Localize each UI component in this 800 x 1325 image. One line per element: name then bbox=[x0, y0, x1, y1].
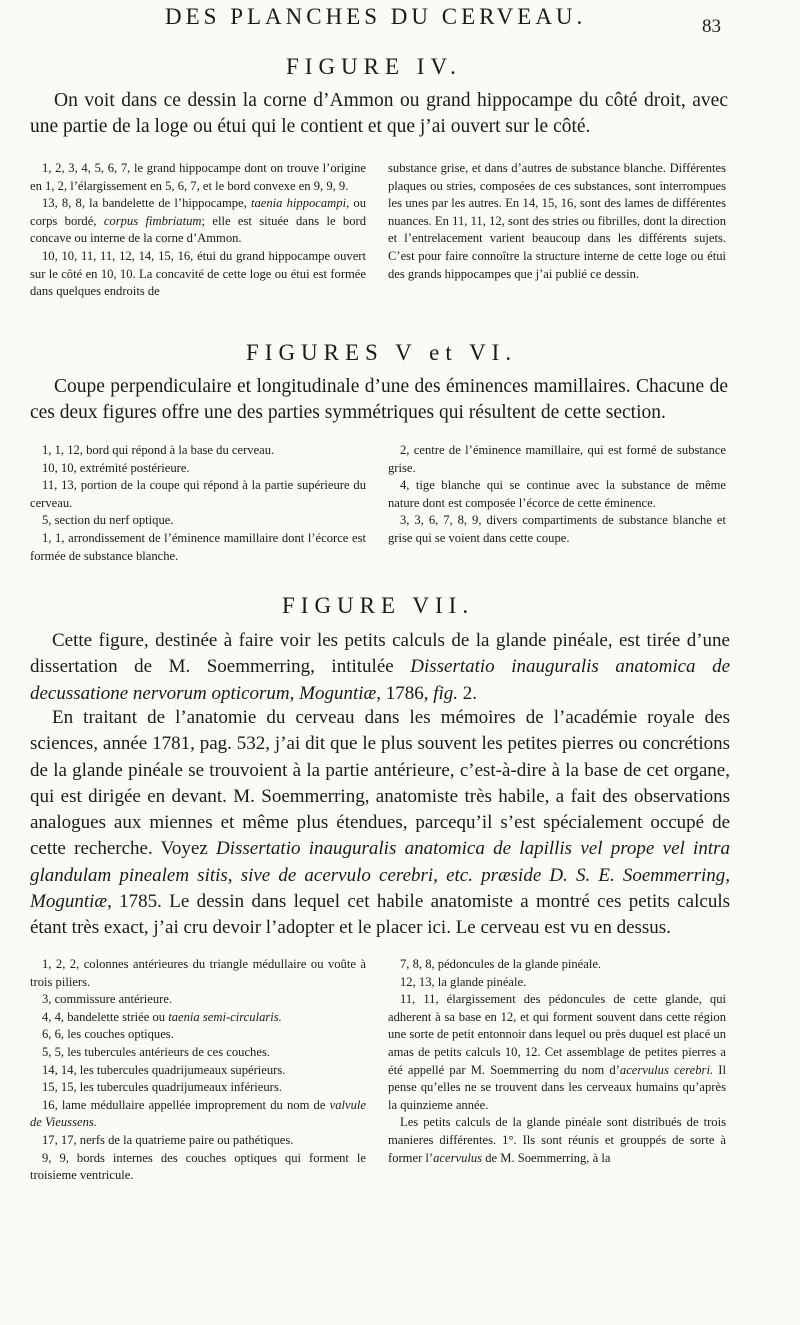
figure-iv-right-column bbox=[388, 160, 726, 283]
figures-v-vi-entry: 1, 1, 12, bord qui répond à la base du cerveau. bbox=[42, 443, 275, 457]
figure-vii-entry: 3, commissure antérieure. bbox=[42, 992, 173, 1007]
figures-v-vi-intro: Coupe perpendiculaire et longitudinale d’une des éminences mamillaires. Chacune de ces deux figures offre une des parties symmétriques qui résultent de cette section. bbox=[30, 376, 728, 423]
figures-v-vi-entry: 5, section du nerf optique. bbox=[42, 513, 174, 528]
figure-vii-entry: 4, 4, bandelette striée ou taenia semi-circularis. bbox=[42, 1009, 282, 1024]
figures-v-vi-entry: 4, tige blanche qui se continue avec la substance de même nature dont est composée l’écorce de cette éminence. bbox=[388, 478, 726, 510]
figure-vii-paragraph-1: Cette figure, destinée à faire voir les petits calculs de la glande pinéale, est tirée d’une dissertation de M. Soemmerring, intitulée Dissertatio inauguralis anatomica de decussatione nervorum opticorum, Moguntiæ, 1786, fig. 2. bbox=[30, 630, 730, 704]
figure-vii-entry: 9, 9, bords internes des couches optiques qui forment le troisieme ventricule. bbox=[30, 1150, 366, 1183]
figure-vii-entry: 14, 14, les tubercules quadrijumeaux supérieurs. bbox=[42, 1062, 286, 1077]
figure-vii-entry: 12, 13, la glande pinéale. bbox=[400, 974, 527, 989]
figure-iv-entry: 10, 10, 11, 11, 12, 14, 15, 16, étui du grand hippocampe ouvert sur le côté en 10, 10. La concavité de cette loge ou étui est formée dans quelques endroits de bbox=[30, 248, 366, 299]
figures-v-vi-entry: 3, 3, 6, 7, 8, 9, divers compartiments de substance blanche et grise qui se voient dans cette coupe. bbox=[388, 513, 726, 545]
page-number: 83 bbox=[702, 16, 721, 37]
figure-iv-continuation: substance grise, et dans d’autres de substance blanche. Différentes plaques ou stries, composées de ces substances, sont interrompues les unes par les autres. En 14, 15, 16, sont des lames de différentes nuances. En 11, 11, 12, sont des stries ou fibrilles, dont la direction et l’entrelacement varient beaucoup dans les différents sujets. C’est pour faire connoître la structure interne de cette loge ou étui des grands hippocampes que j’ai publié ce dessin. bbox=[388, 161, 726, 281]
figure-vii-entry: 17, 17, nerfs de la quatrieme paire ou pathétiques. bbox=[42, 1132, 294, 1147]
figures-v-vi-entry: 11, 13, portion de la coupe qui répond à la partie supérieure du cerveau. bbox=[30, 478, 366, 510]
figure-vii-entry: 15, 15, les tubercules quadrijumeaux inférieurs. bbox=[42, 1080, 282, 1095]
figures-v-vi-entry: 10, 10, extrémité postérieure. bbox=[42, 460, 190, 475]
figures-v-vi-left-column bbox=[30, 442, 366, 565]
figure-iv-entry: 13, 8, 8, la bandelette de l’hippocampe, taenia hippocampi, ou corps bordé, corpus fimbriatum; elle est située dans le bord concave ou interne de la corne d’Ammon. bbox=[30, 196, 366, 246]
figure-vii-paragraph-2: En traitant de l’anatomie du cerveau dans les mémoires de l’académie royale des sciences, année 1781, pag. 532, j’ai dit que le plus souvent les petites pierres ou concrétions de la glande pinéale se trouvoient à la partie antérieure, c’est-à-dire à la base de cet organe, qui est dirigée en devant. M. Soemmerring, anatomiste très habile, a fait des observations analogues aux miennes et même plus étendues, parcequ’il s’est spécialement occupé de cette recherche. Voyez Dissertatio inauguralis anatomica de lapillis vel prope vel intra glandulam pinealem sitis, sive de acervulo cerebri, etc. præside D. S. E. Soemmerring, Moguntiæ, 1785. Le dessin dans lequel cet habile anatomiste a montré ces petits calculs étant très exact, j’ai cru devoir l’adopter et le placer ici. Le cerveau est vu en dessus. bbox=[30, 707, 730, 939]
figure-vii-right-column bbox=[388, 956, 726, 1167]
figure-vii-entry: Les petits calculs de la glande pinéale sont distribués de trois manieres différentes. 1°. Ils sont réunis et grouppés de sorte à former l’acervulus de M. Soemmerring, à la bbox=[388, 1115, 726, 1165]
figure-iv-entry: 1, 2, 3, 4, 5, 6, 7, le grand hippocampe dont on trouve l’origine en 1, 2, l’élargissement en 5, 6, 7, et le bord convexe en 9, 9, 9. bbox=[30, 161, 366, 193]
figure-vii-entry: 6, 6, les couches optiques. bbox=[42, 1027, 174, 1042]
figures-v-vi-entry: 1, 1, arrondissement de l’éminence mamillaire dont l’écorce est formée de substance blanche. bbox=[30, 530, 366, 563]
figure-iv-title: FIGURE IV. bbox=[286, 54, 462, 79]
figures-v-vi-title: FIGURES V et VI. bbox=[246, 340, 518, 365]
figures-v-vi-entry: 2, centre de l’éminence mamillaire, qui est formé de substance grise. bbox=[388, 443, 726, 475]
running-title: DES PLANCHES DU CERVEAU. bbox=[165, 4, 587, 29]
figure-iv-left-column bbox=[30, 160, 366, 301]
figure-vii-entry: 1, 2, 2, colonnes antérieures du triangle médullaire ou voûte à trois piliers. bbox=[30, 957, 366, 989]
figure-vii-left-column bbox=[30, 956, 366, 1185]
figure-iv-intro: On voit dans ce dessin la corne d’Ammon ou grand hippocampe du côté droit, avec une partie de la loge ou étui qui le contient et que j’ai ouvert sur le côté. bbox=[30, 90, 728, 137]
figure-vii-entry: 5, 5, les tubercules antérieurs de ces couches. bbox=[42, 1044, 270, 1059]
figure-vii-title: FIGURE VII. bbox=[282, 593, 475, 618]
figure-vii-entry: 11, 11, élargissement des pédoncules de cette glande, qui adherent à sa base en 12, et qui forment souvent dans cette région une sorte de petit entonnoir dans lequel ou près duquel est placé un amas de petits calculs 10, 12. Cet assemblage de petites pierres a été appellé par M. Soemmerring du nom d’acervulus cerebri. Il pense qu’elles ne se trouvent dans les cerveaux humains qu’après la quinzieme année. bbox=[388, 992, 727, 1112]
figures-v-vi-right-column bbox=[388, 442, 726, 548]
figure-vii-entry: 7, 8, 8, pédoncules de la glande pinéale. bbox=[400, 957, 602, 971]
figure-vii-entry: 16, lame médullaire appellée improprement du nom de valvule de Vieussens. bbox=[30, 1097, 366, 1130]
